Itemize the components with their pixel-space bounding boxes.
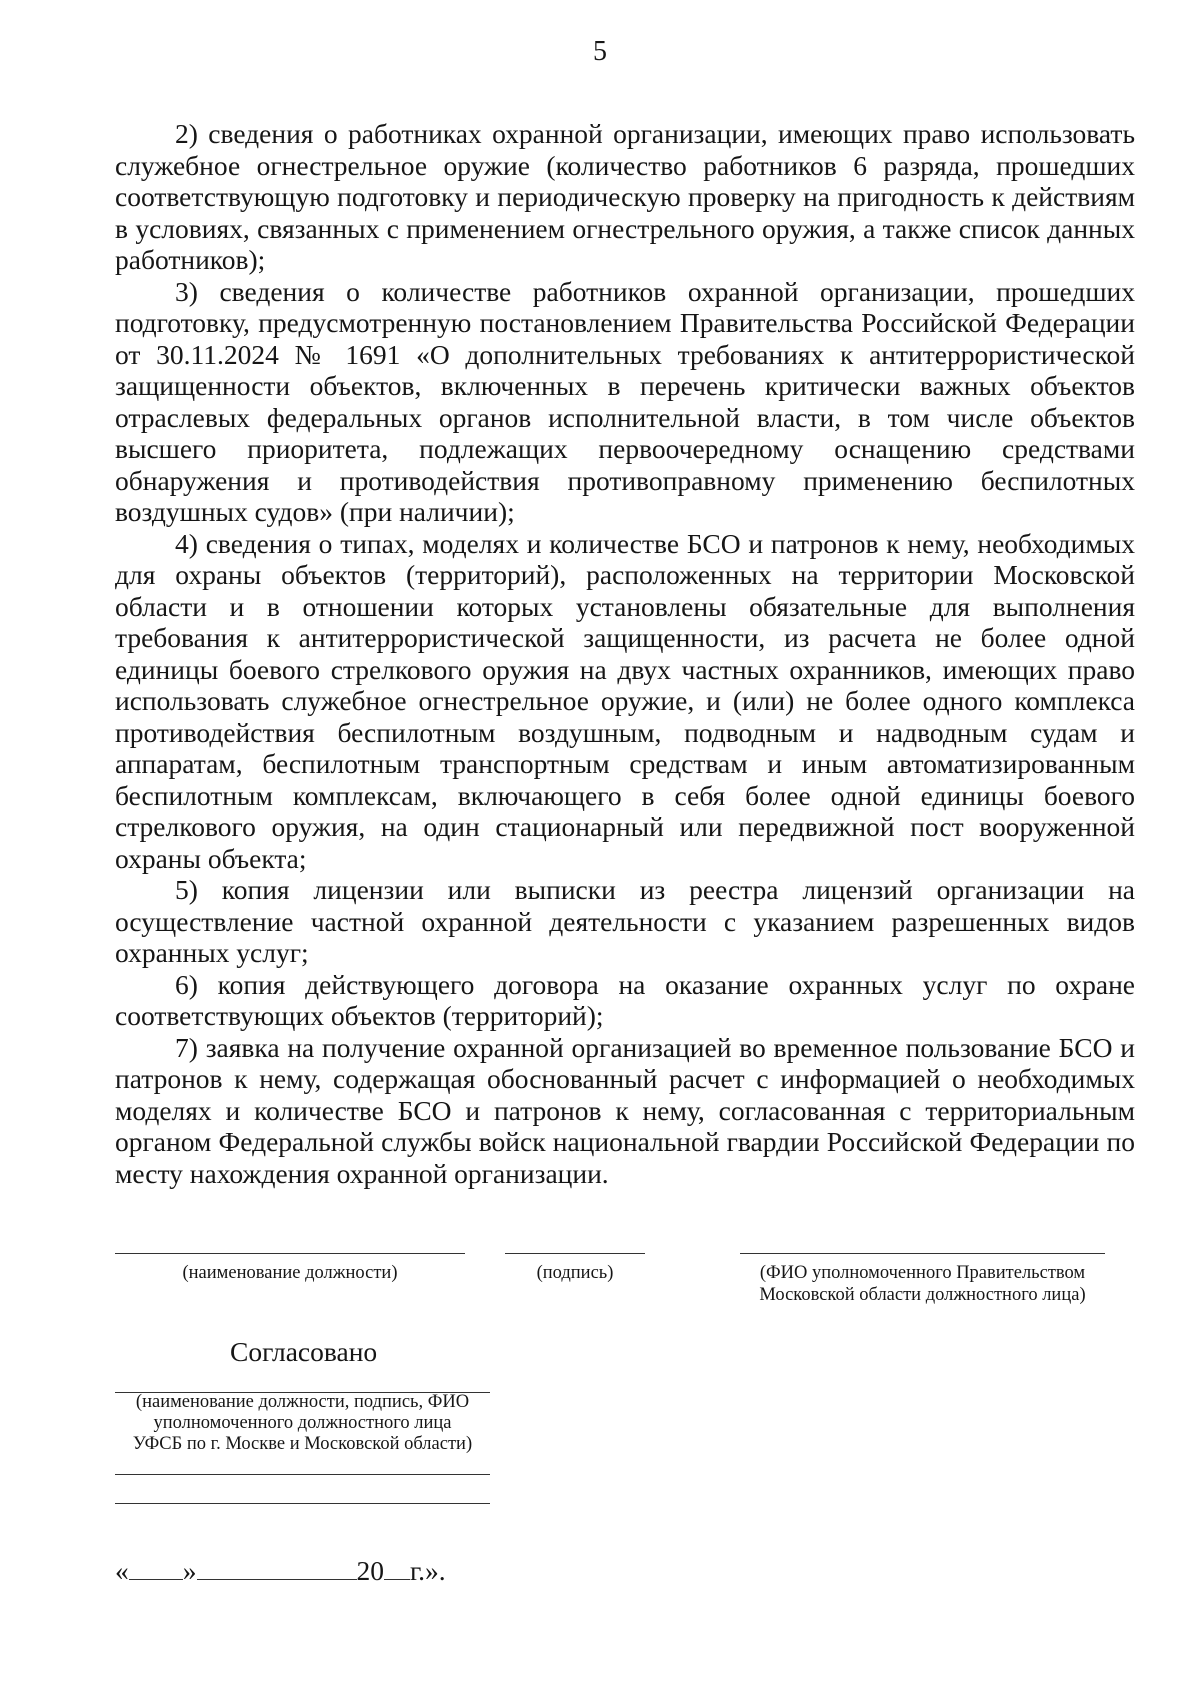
paragraph-item-4: 4) сведения о типах, моделях и количестве БСО и патронов к нему, необходимых для охраны объектов (территорий), расположенных на территории Московской области и в отношении которых установлены обязательные для выполнения требования к антитеррористической защищенности, из расчета не более одной единицы боевого стрелкового оружия на двух частных охранников, имеющих право использовать служебное огнестрельное оружие, и (или) не более одного комплекса противодействия беспилотным воздушным, подводным и надводным судам и аппаратам, беспилотным транспортным средствам и иным автоматизированным беспилотным комплексам, включающего в себя более одной единицы боевого стрелкового оружия, на один стационарный или передвижной пост вооруженной охраны объекта; bbox=[115, 527, 1135, 874]
date-day-blank bbox=[129, 1557, 183, 1580]
date-line bbox=[115, 1555, 446, 1587]
fio-caption-line-1: (ФИО уполномоченного Правительством bbox=[759, 1263, 1086, 1283]
date-year-blank bbox=[384, 1557, 410, 1580]
fio-caption-line-2: Московской области должностного лица) bbox=[759, 1285, 1086, 1305]
paragraph-item-3: 3) сведения о количестве работников охранной организации, прошедших подготовку, предусмотренную постановлением Правительства Российской Федерации от 30.11.2024 № 1691 «О дополнительных требованиях к антитеррористической защищенности объектов, включенных в перечень критически важных объектов отраслевых федеральных органов исполнительной власти, в том числе объектов высшего приоритета, подлежащих первоочередному оснащению средствами обнаружения и противодействия противоправному применению беспилотных воздушных судов» (при наличии); bbox=[115, 275, 1135, 527]
date-open-quote: « bbox=[115, 1555, 129, 1586]
date-year-suffix: г.». bbox=[410, 1555, 446, 1586]
agreement-caption-line-2: уполномоченного должностного лица bbox=[153, 1413, 452, 1433]
document-body bbox=[115, 118, 1135, 1189]
agreement-caption bbox=[110, 1392, 495, 1455]
agreement-caption-line-3: УФСБ по г. Москве и Московской области) bbox=[132, 1434, 473, 1454]
date-month-blank bbox=[197, 1557, 357, 1580]
fio-signature-line bbox=[740, 1253, 1105, 1254]
position-caption: (наименование должности) bbox=[182, 1263, 398, 1283]
date-year-prefix: 20 bbox=[356, 1555, 384, 1586]
paragraph-item-5: 5) копия лицензии или выписки из реестра лицензий организации на осуществление частной охранной деятельности с указанием разрешенных видов охранных услуг; bbox=[115, 874, 1135, 968]
agreed-title: Согласовано bbox=[230, 1336, 378, 1367]
fio-caption bbox=[730, 1262, 1115, 1306]
paragraph-item-7: 7) заявка на получение охранной организацией во временное пользование БСО и патронов к нему, содержащая обоснованный расчет с информацией о необходимых моделях и количестве БСО и патронов к нему, согласованная с территориальным органом Федеральной службы войск национальной гвардии Российской Федерации по месту нахождения охранной организации. bbox=[115, 1031, 1135, 1189]
agreement-blank-line-1 bbox=[115, 1474, 490, 1475]
signature-caption: (подпись) bbox=[536, 1263, 614, 1283]
agreement-blank-line-2 bbox=[115, 1503, 490, 1504]
paragraph-item-2: 2) сведения о работниках охранной организации, имеющих право использовать служебное огнестрельное оружие (количество работников 6 разряда, прошедших соответствующую подготовку и периодическую проверку на пригодность к действиям в условиях, связанных с применением огнестрельного оружия, а также список данных работников); bbox=[115, 118, 1135, 275]
date-close-quote: » bbox=[182, 1555, 197, 1586]
agreement-caption-line-1: (наименование должности, подпись, ФИО bbox=[135, 1392, 470, 1412]
paragraph-item-6: 6) копия действующего договора на оказание охранных услуг по охране соответствующих объектов (территорий); bbox=[115, 968, 1135, 1031]
page-number: 5 bbox=[593, 36, 607, 67]
signature-line bbox=[505, 1253, 645, 1254]
position-signature-line bbox=[115, 1253, 465, 1254]
